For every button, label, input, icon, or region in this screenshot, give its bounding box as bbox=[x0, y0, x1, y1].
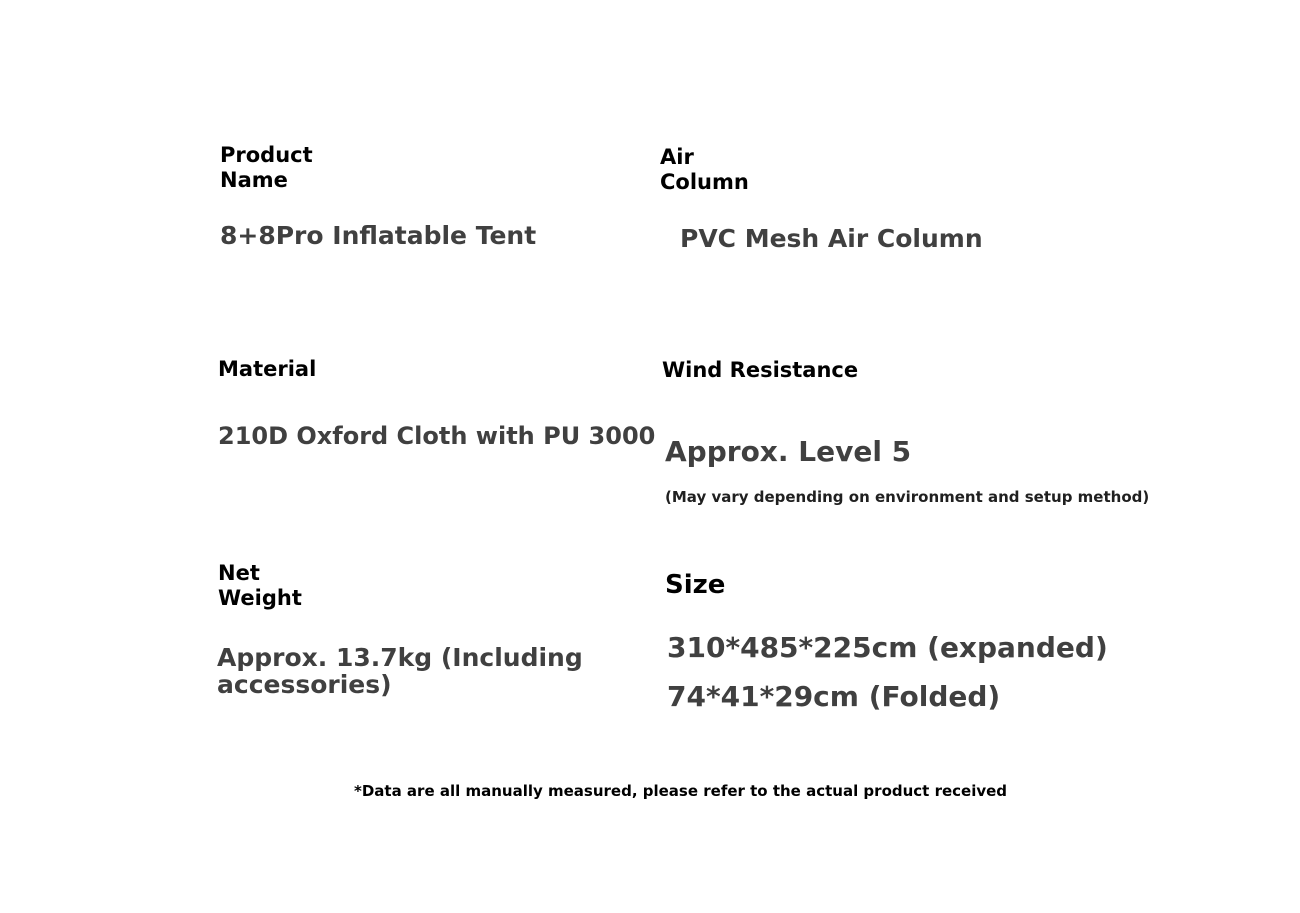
net-weight-value-line1: Approx. 13.7kg (Including bbox=[217, 643, 583, 672]
net-weight-label bbox=[218, 561, 302, 611]
product-name-value: 8+8Pro Inflatable Tent bbox=[220, 221, 537, 250]
net-weight-value-line2: accessories) bbox=[217, 670, 392, 699]
net-weight-value bbox=[217, 644, 583, 698]
product-name-label-line2: Name bbox=[220, 168, 288, 192]
size-expanded-value: 310*485*225cm (expanded) bbox=[667, 631, 1108, 664]
net-weight-label-line1: Net bbox=[218, 561, 260, 585]
air-column-label-line2: Column bbox=[660, 170, 749, 194]
wind-resistance-value: Approx. Level 5 bbox=[665, 435, 912, 468]
material-value: 210D Oxford Cloth with PU 3000 bbox=[218, 422, 656, 450]
product-name-label-line1: Product bbox=[220, 143, 313, 167]
product-name-label bbox=[220, 143, 313, 193]
measurement-disclaimer: *Data are all manually measured, please refer to the actual product received bbox=[354, 782, 1008, 800]
air-column-label-line1: Air bbox=[660, 145, 694, 169]
net-weight-label-line2: Weight bbox=[218, 586, 302, 610]
size-folded-value: 74*41*29cm (Folded) bbox=[667, 680, 1001, 713]
air-column-value: PVC Mesh Air Column bbox=[680, 224, 983, 253]
size-label: Size bbox=[665, 570, 726, 600]
wind-resistance-label: Wind Resistance bbox=[662, 358, 859, 382]
material-label: Material bbox=[218, 357, 317, 381]
air-column-label bbox=[660, 145, 749, 195]
wind-resistance-note: (May vary depending on environment and setup method) bbox=[665, 488, 1150, 506]
